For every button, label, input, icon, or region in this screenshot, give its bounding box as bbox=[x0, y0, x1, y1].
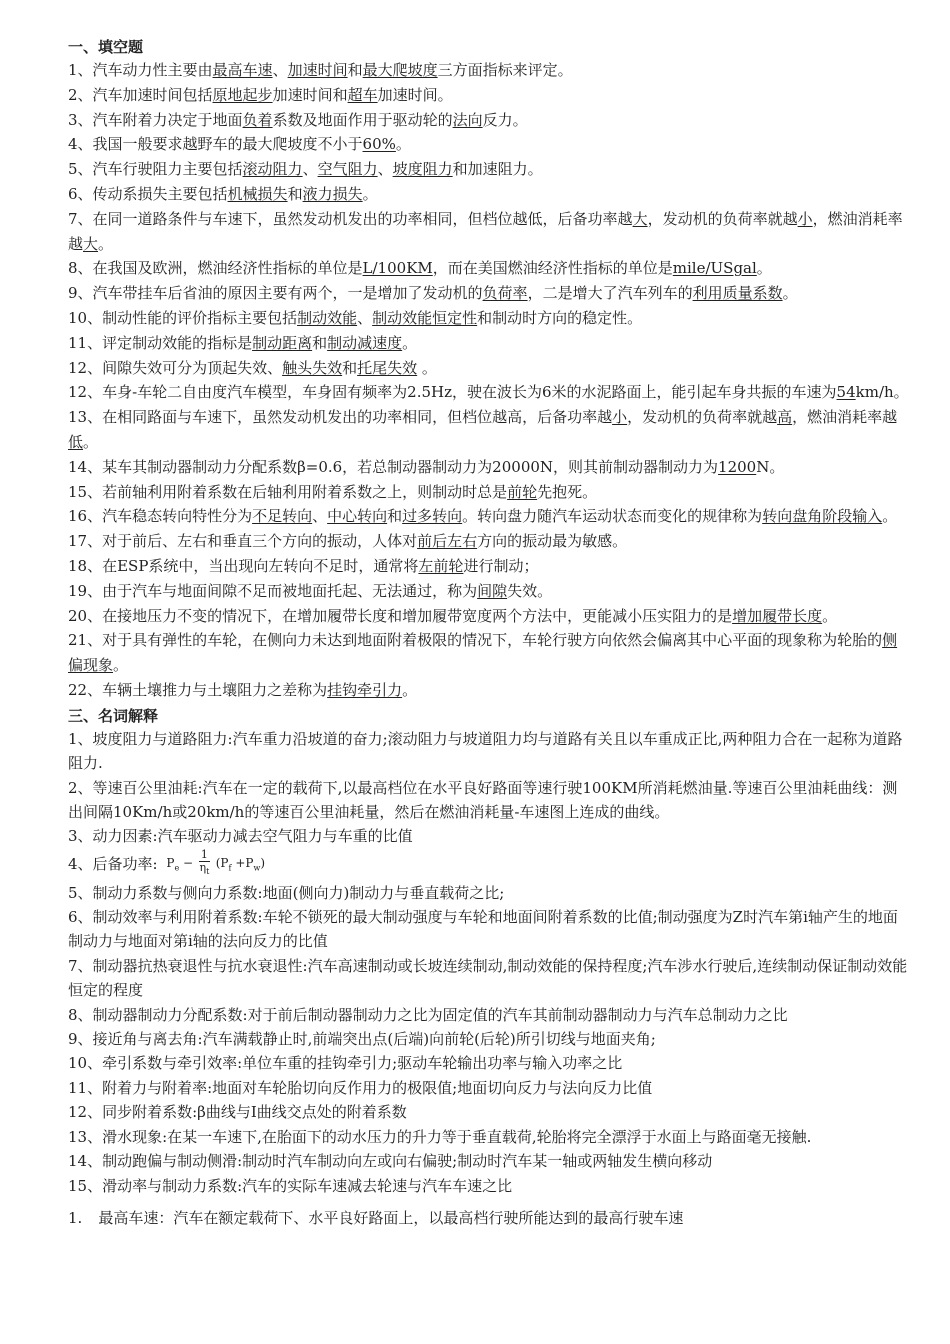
fill-blank-item bbox=[68, 579, 910, 604]
fill-blank-item bbox=[68, 58, 910, 83]
answer-blank: 中心转向 bbox=[327, 507, 388, 526]
answer-blank: 制动距离 bbox=[252, 333, 313, 352]
answer-blank: 空气阻力 bbox=[317, 160, 378, 179]
answer-blank: 制动效能恒定性 bbox=[372, 308, 478, 327]
question-text: ，燃油消耗率越 bbox=[68, 209, 903, 253]
question-text: 。 bbox=[362, 184, 378, 203]
fill-blank-item bbox=[68, 678, 910, 703]
term-item: 11、附着力与附着率:地面对车轮胎切向反作用力的极限值;地面切向反力与法向反力比值 bbox=[68, 1078, 653, 1097]
answer-blank: 1200 bbox=[718, 457, 757, 476]
question-text: 加速时间。 bbox=[377, 85, 453, 104]
question-text: 18、在ESP系统中，当出现向左转向不足时，通常将 bbox=[68, 556, 419, 575]
question-text: 和加速阻力。 bbox=[452, 160, 543, 179]
answer-blank: 高 bbox=[777, 408, 793, 427]
term-item: 12、同步附着系数:β曲线与I曲线交点处的附着系数 bbox=[68, 1103, 407, 1122]
reserve-power-formula: $P_e$ − $\frac{1}{\eta_t}$ $(P_f +P_w)$ bbox=[166, 847, 265, 876]
question-text: ，发动机的负荷率就越 bbox=[627, 408, 778, 427]
answer-blank: 机械损失 bbox=[227, 184, 288, 203]
fill-blank-item bbox=[68, 256, 910, 281]
question-text: 和 bbox=[347, 61, 363, 79]
fill-blank-item bbox=[68, 504, 910, 529]
answer-blank: 54 bbox=[836, 383, 856, 402]
question-text: 反力。 bbox=[482, 110, 528, 129]
answer-blank: 制动效能 bbox=[297, 308, 358, 327]
answer-blank: 托尾失效 bbox=[357, 358, 418, 377]
question-text: 13、在相同路面与车速下，虽然发动机发出的功率相同，但档位越高，后备功率越 bbox=[68, 408, 613, 427]
answer-blank: 加速时间 bbox=[287, 61, 348, 79]
answer-blank: 负着 bbox=[242, 110, 273, 129]
question-text: 、 bbox=[272, 61, 288, 79]
answer-blank: 利用质量系数 bbox=[692, 284, 783, 303]
answer-blank: L/100KM bbox=[362, 259, 433, 278]
question-text: N。 bbox=[756, 457, 785, 476]
answer-blank: 转向盘角阶段输入 bbox=[762, 507, 883, 526]
term-item: 1、坡度阻力与道路阻力:汽车重力沿坡道的奋力;滚动阻力与坡道阻力均与道路有关且以车重成正比,两种阻力合在一起称为道路阻力. bbox=[68, 729, 903, 773]
answer-blank: 左前轮 bbox=[418, 556, 464, 575]
question-text: 、 bbox=[312, 507, 328, 526]
answer-blank: 负荷率 bbox=[482, 284, 528, 303]
question-text: 4、我国一般要求越野车的最大爬坡度不小于 bbox=[68, 135, 363, 154]
answer-blank: 不足转向 bbox=[252, 507, 313, 526]
question-text: 系数及地面作用于驱动轮的 bbox=[272, 110, 453, 129]
fill-blank-item bbox=[68, 83, 910, 108]
fill-blank-item bbox=[68, 628, 910, 678]
answer-blank: mile/USgal bbox=[672, 259, 757, 278]
answer-blank: 60% bbox=[362, 135, 396, 154]
question-text: 10、制动性能的评价指标主要包括 bbox=[68, 308, 298, 327]
question-text: 。 bbox=[782, 284, 798, 303]
question-text: 21、对于具有弹性的车轮，在侧向力未达到地面附着极限的情况下，车轮行驶方向依然会偏离其中心平面的现象称为轮胎的 bbox=[68, 631, 883, 650]
answer-blank: 大 bbox=[632, 209, 648, 228]
fill-blank-item bbox=[68, 108, 910, 133]
term-item: 5、制动力系数与侧向力系数:地面(侧向力)制动力与垂直载荷之比; bbox=[68, 883, 505, 902]
question-text: 方向的振动最为敏感。 bbox=[477, 532, 628, 551]
answer-blank: 挂钩牵引力 bbox=[327, 680, 403, 699]
fill-blank-item bbox=[68, 554, 910, 579]
fraction: $\frac{1}{\eta_t}$ bbox=[199, 847, 210, 876]
term-item: 7、制动器抗热衰退性与抗水衰退性:汽车高速制动或长坡连续制动,制动效能的保持程度;汽车涉水行驶后,连续制动保证制动效能恒定的程度 bbox=[68, 956, 908, 1000]
fill-blank-list bbox=[68, 58, 910, 703]
section-title-fill-blank: 一、填空题 bbox=[68, 38, 144, 56]
term-item: 13、滑水现象:在某一车速下,在胎面下的动水压力的升力等于垂直载荷,轮胎将完全漂浮于水面上与路面毫无接触. bbox=[68, 1127, 812, 1146]
term-label: 4、后备功率: bbox=[68, 854, 158, 873]
question-text: 。转向盘力随汽车运动状态而变化的规律称为 bbox=[462, 507, 763, 526]
answer-blank: 坡度阻力 bbox=[392, 160, 453, 179]
question-text: 和制动时方向的稳定性。 bbox=[477, 308, 643, 327]
question-text: 和 bbox=[342, 358, 358, 377]
question-text: 。 bbox=[882, 507, 898, 526]
question-text: 7、在同一道路条件与车速下，虽然发动机发出的功率相同，但档位越低，后备功率越 bbox=[68, 209, 633, 228]
answer-blank: 间隙 bbox=[477, 581, 508, 600]
final-text: 最高车速：汽车在额定载荷下、水平良好路面上，以最高档行驶所能达到的最高行驶车速 bbox=[98, 1208, 684, 1227]
question-text: 3、汽车附着力决定于地面 bbox=[68, 110, 243, 129]
term-item: 9、接近角与离去角:汽车满载静止时,前端突出点(后端)向前轮(后轮)所引切线与地面夹角; bbox=[68, 1030, 656, 1049]
answer-blank: 最大爬坡度 bbox=[362, 61, 438, 79]
question-text: km/h。 bbox=[855, 383, 909, 402]
question-text: 和 bbox=[387, 507, 403, 526]
question-text: ，而在美国燃油经济性指标的单位是 bbox=[432, 259, 673, 278]
answer-blank: 滚动阻力 bbox=[242, 160, 303, 179]
question-text: 。 bbox=[98, 234, 114, 253]
answer-blank: 过多转向 bbox=[402, 507, 463, 526]
question-text: 22、车辆土壤推力与土壤阻力之差称为 bbox=[68, 680, 328, 699]
question-text: 。 bbox=[822, 606, 838, 625]
question-text: 。 bbox=[402, 680, 418, 699]
question-text: 进行制动； bbox=[463, 556, 539, 575]
answer-blank: 前后左右 bbox=[417, 532, 478, 551]
final-number: 1. bbox=[68, 1208, 83, 1227]
question-text: 8、在我国及欧洲，燃油经济性指标的单位是 bbox=[68, 259, 363, 278]
fill-blank-item bbox=[68, 380, 910, 405]
answer-blank: 小 bbox=[797, 209, 813, 228]
question-text: 和 bbox=[312, 333, 328, 352]
fill-blank-item bbox=[68, 306, 910, 331]
term-item: 15、滑动率与制动力系数:汽车的实际车速减去轮速与汽车车速之比 bbox=[68, 1176, 513, 1195]
fill-blank-item bbox=[68, 157, 910, 182]
answer-blank: 液力损失 bbox=[302, 184, 363, 203]
question-text: 三方面指标来评定。 bbox=[437, 61, 573, 79]
answer-blank: 法向 bbox=[452, 110, 483, 129]
term-list bbox=[68, 727, 910, 1198]
answer-blank: 侧偏现象 bbox=[68, 631, 898, 675]
term-item: 6、制动效率与利用附着系数:车轮不锁死的最大制动强度与车轮和地面间附着系数的比值;制动强度为Z时汽车第i轴产生的地面制动力与地面对第i轴的法向反力的比值 bbox=[68, 908, 898, 951]
question-text: 2、汽车加速时间包括 bbox=[68, 85, 213, 104]
answer-blank: 小 bbox=[612, 408, 628, 427]
fill-blank-item bbox=[68, 480, 910, 505]
question-text: 16、汽车稳态转向特性分为 bbox=[68, 507, 253, 526]
question-text: 、 bbox=[357, 308, 373, 327]
term-item: 3、动力因素:汽车驱动力减去空气阻力与车重的比值 bbox=[68, 827, 413, 846]
question-text: 。 bbox=[395, 135, 411, 154]
fill-blank-item bbox=[68, 182, 910, 207]
question-text: 12、间隙失效可分为顶起失效、 bbox=[68, 358, 283, 377]
fill-blank-item bbox=[68, 207, 910, 257]
answer-blank: 超车 bbox=[347, 85, 378, 104]
question-text: 11、评定制动效能的指标是 bbox=[68, 333, 253, 352]
question-text: 。 bbox=[402, 333, 418, 352]
fill-blank-item bbox=[68, 356, 910, 381]
term-item-formula bbox=[68, 849, 910, 881]
question-text: 。 bbox=[417, 358, 437, 377]
question-text: ，发动机的负荷率就越 bbox=[647, 209, 798, 228]
answer-blank: 增加履带长度 bbox=[732, 606, 823, 625]
term-item: 10、牵引系数与牵引效率:单位车重的挂钩牵引力;驱动车轮输出功率与输入功率之比 bbox=[68, 1054, 623, 1073]
question-text: 1、汽车动力性主要由 bbox=[68, 61, 213, 79]
question-text: 和 bbox=[287, 184, 303, 203]
answer-blank: 制动减速度 bbox=[327, 333, 403, 352]
question-text: 先抱死。 bbox=[537, 482, 598, 501]
question-text: 12、车身-车轮二自由度汽车模型，车身固有频率为2.5Hz，驶在波长为6米的水泥路面上，能引起车身共振的车速为 bbox=[68, 383, 837, 402]
fill-blank-item bbox=[68, 455, 910, 480]
fill-blank-item bbox=[68, 529, 910, 554]
question-text: 、 bbox=[377, 160, 393, 179]
section-title-terms: 三、名词解释 bbox=[68, 706, 159, 725]
question-text: 6、传动系损失主要包括 bbox=[68, 184, 228, 203]
question-text: ，二是增大了汽车列车的 bbox=[527, 284, 693, 303]
question-text: 9、汽车带挂车后省油的原因主要有两个，一是增加了发动机的 bbox=[68, 284, 483, 303]
term-item: 8、制动器制动力分配系数:对于前后制动器制动力之比为固定值的汽车其前制动器制动力与汽车总制动力之比 bbox=[68, 1005, 788, 1024]
term-item: 2、等速百公里油耗:汽车在一定的载荷下,以最高档位在水平良好路面等速行驶100KM所消耗燃油量.等速百公里油耗曲线：测出间隔10Km/h或20km/h的等速百公里油耗量，然后在燃油消耗量-车速图上连成的曲线。 bbox=[68, 778, 898, 821]
fill-blank-item bbox=[68, 604, 910, 629]
question-text: 。 bbox=[756, 259, 772, 278]
question-text: 20、在接地压力不变的情况下，在增加履带长度和增加履带宽度两个方法中，更能减小压实阻力的是 bbox=[68, 606, 733, 625]
question-text: 5、汽车行驶阻力主要包括 bbox=[68, 160, 243, 179]
question-text: ，燃油消耗率越 bbox=[792, 408, 898, 427]
fill-blank-item bbox=[68, 132, 910, 157]
answer-blank: 低 bbox=[68, 432, 84, 451]
question-text: 15、若前轴利用附着系数在后轴利用附着系数之上，则制动时总是 bbox=[68, 482, 508, 501]
fill-blank-item bbox=[68, 281, 910, 306]
question-text: 14、某车其制动器制动力分配系数β=0.6，若总制动器制动力为20000N，则其前制动器制动力为 bbox=[68, 457, 719, 476]
answer-blank: 大 bbox=[83, 234, 99, 253]
answer-blank: 原地起步 bbox=[212, 85, 273, 104]
fill-blank-item bbox=[68, 331, 910, 356]
question-text: 、 bbox=[302, 160, 318, 179]
term-item: 14、制动跑偏与制动侧滑:制动时汽车制动向左或向右偏驶;制动时汽车某一轴或两轴发生横向移动 bbox=[68, 1152, 713, 1171]
question-text: 失效。 bbox=[507, 581, 553, 600]
question-text: 19、由于汽车与地面间隙不足而被地面托起、无法通过，称为 bbox=[68, 581, 478, 600]
fill-blank-item bbox=[68, 405, 910, 455]
question-text: 加速时间和 bbox=[272, 85, 348, 104]
question-text: 。 bbox=[113, 656, 129, 675]
question-text: 17、对于前后、左右和垂直三个方向的振动，人体对 bbox=[68, 532, 418, 551]
answer-blank: 最高车速 bbox=[212, 61, 273, 79]
final-definition bbox=[68, 1206, 910, 1230]
question-text: 。 bbox=[83, 432, 99, 451]
answer-blank: 前轮 bbox=[507, 482, 538, 501]
answer-blank: 触头失效 bbox=[282, 358, 343, 377]
